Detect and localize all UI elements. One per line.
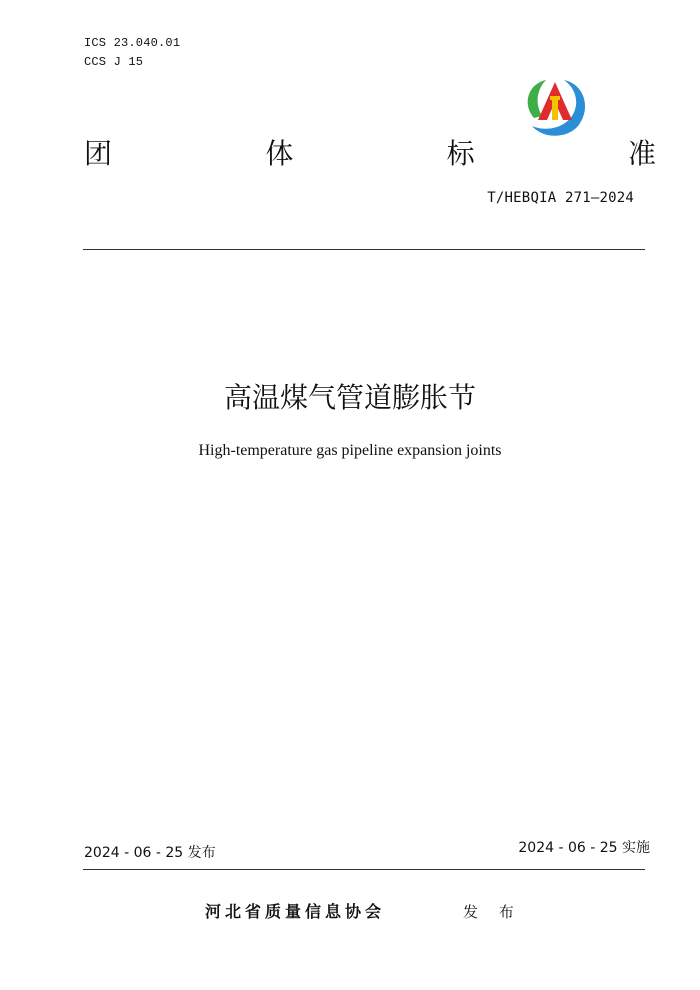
association-logo-icon-svg <box>520 74 590 140</box>
ics-code: ICS 23.040.01 <box>84 36 181 50</box>
standard-number: T/HEBQIA 271—2024 <box>487 190 634 206</box>
standard-type-char-1: 团 <box>84 137 113 170</box>
top-divider <box>83 249 645 250</box>
logo-yellow-bar <box>552 100 558 120</box>
publish-date: 2024 - 06 - 25 发布 <box>84 845 216 861</box>
document-title-zh: 高温煤气管道膨胀节 <box>223 381 476 414</box>
bottom-divider <box>83 869 645 870</box>
issued-label: 发 布 <box>463 903 522 921</box>
standard-type-heading <box>84 136 656 172</box>
logo-yellow-cap <box>550 96 560 100</box>
standard-type-char-4: 准 <box>627 137 656 170</box>
document-title-en: High-temperature gas pipeline expansion joints <box>198 442 502 459</box>
standard-type-char-3: 标 <box>446 137 475 170</box>
ccs-code: CCS J 15 <box>84 55 144 69</box>
issuing-organization: 河北省质量信息协会 <box>205 902 386 921</box>
standard-type-char-2: 体 <box>265 137 294 170</box>
effective-date: 2024 - 06 - 25 实施 <box>518 840 650 856</box>
association-logo-icon <box>520 74 590 140</box>
